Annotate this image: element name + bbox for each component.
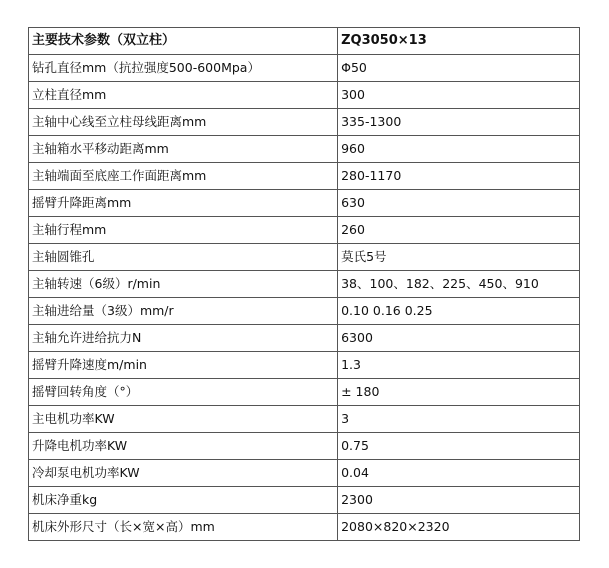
param-label-cell: 主轴进给量（3级）mm/r xyxy=(29,298,338,325)
table-row xyxy=(29,298,580,325)
table-row xyxy=(29,217,580,244)
param-label-cell: 摇臂回转角度（°） xyxy=(29,379,338,406)
header-label-cell: 主要技术参数（双立柱） xyxy=(29,28,338,55)
param-label-cell: 机床外形尺寸（长×宽×高）mm xyxy=(29,514,338,541)
table-row xyxy=(29,433,580,460)
param-value-cell: 2300 xyxy=(338,487,580,514)
param-value-cell: 1.3 xyxy=(338,352,580,379)
table-row xyxy=(29,244,580,271)
param-label-cell: 主轴端面至底座工作面距离mm xyxy=(29,163,338,190)
param-value-cell: 0.75 xyxy=(338,433,580,460)
param-label-cell: 主轴圆锥孔 xyxy=(29,244,338,271)
param-value-cell: Φ50 xyxy=(338,55,580,82)
param-label-cell: 主轴允许进给抗力N xyxy=(29,325,338,352)
param-label-cell: 主轴行程mm xyxy=(29,217,338,244)
param-value-cell: 280-1170 xyxy=(338,163,580,190)
param-value-cell: 2080×820×2320 xyxy=(338,514,580,541)
header-value-cell: ZQ3050×13 xyxy=(338,28,580,55)
table-row xyxy=(29,271,580,298)
table-row xyxy=(29,325,580,352)
param-value-cell: 3 xyxy=(338,406,580,433)
param-label-cell: 主电机功率KW xyxy=(29,406,338,433)
param-label-cell: 冷却泵电机功率KW xyxy=(29,460,338,487)
table-row xyxy=(29,136,580,163)
param-value-cell: 300 xyxy=(338,82,580,109)
table-row xyxy=(29,163,580,190)
spec-table-body xyxy=(29,28,580,541)
param-value-cell: 0.10 0.16 0.25 xyxy=(338,298,580,325)
param-value-cell: 38、100、182、225、450、910 xyxy=(338,271,580,298)
table-row xyxy=(29,406,580,433)
param-value-cell: ± 180 xyxy=(338,379,580,406)
table-row xyxy=(29,55,580,82)
param-value-cell: 960 xyxy=(338,136,580,163)
param-label-cell: 钻孔直径mm（抗拉强度500-600Mpa） xyxy=(29,55,338,82)
param-label-cell: 主轴转速（6级）r/min xyxy=(29,271,338,298)
table-header-row xyxy=(29,28,580,55)
param-label-cell: 主轴箱水平移动距离mm xyxy=(29,136,338,163)
param-label-cell: 摇臂升降距离mm xyxy=(29,190,338,217)
table-row xyxy=(29,82,580,109)
param-label-cell: 主轴中心线至立柱母线距离mm xyxy=(29,109,338,136)
param-value-cell: 630 xyxy=(338,190,580,217)
param-label-cell: 摇臂升降速度m/min xyxy=(29,352,338,379)
param-value-cell: 0.04 xyxy=(338,460,580,487)
param-label-cell: 机床净重kg xyxy=(29,487,338,514)
spec-table xyxy=(28,27,580,541)
table-row xyxy=(29,352,580,379)
param-label-cell: 升降电机功率KW xyxy=(29,433,338,460)
table-row xyxy=(29,514,580,541)
table-row xyxy=(29,109,580,136)
table-row xyxy=(29,379,580,406)
param-value-cell: 335-1300 xyxy=(338,109,580,136)
table-row xyxy=(29,460,580,487)
param-label-cell: 立柱直径mm xyxy=(29,82,338,109)
param-value-cell: 6300 xyxy=(338,325,580,352)
table-row xyxy=(29,190,580,217)
param-value-cell: 260 xyxy=(338,217,580,244)
param-value-cell: 莫氏5号 xyxy=(338,244,580,271)
table-row xyxy=(29,487,580,514)
